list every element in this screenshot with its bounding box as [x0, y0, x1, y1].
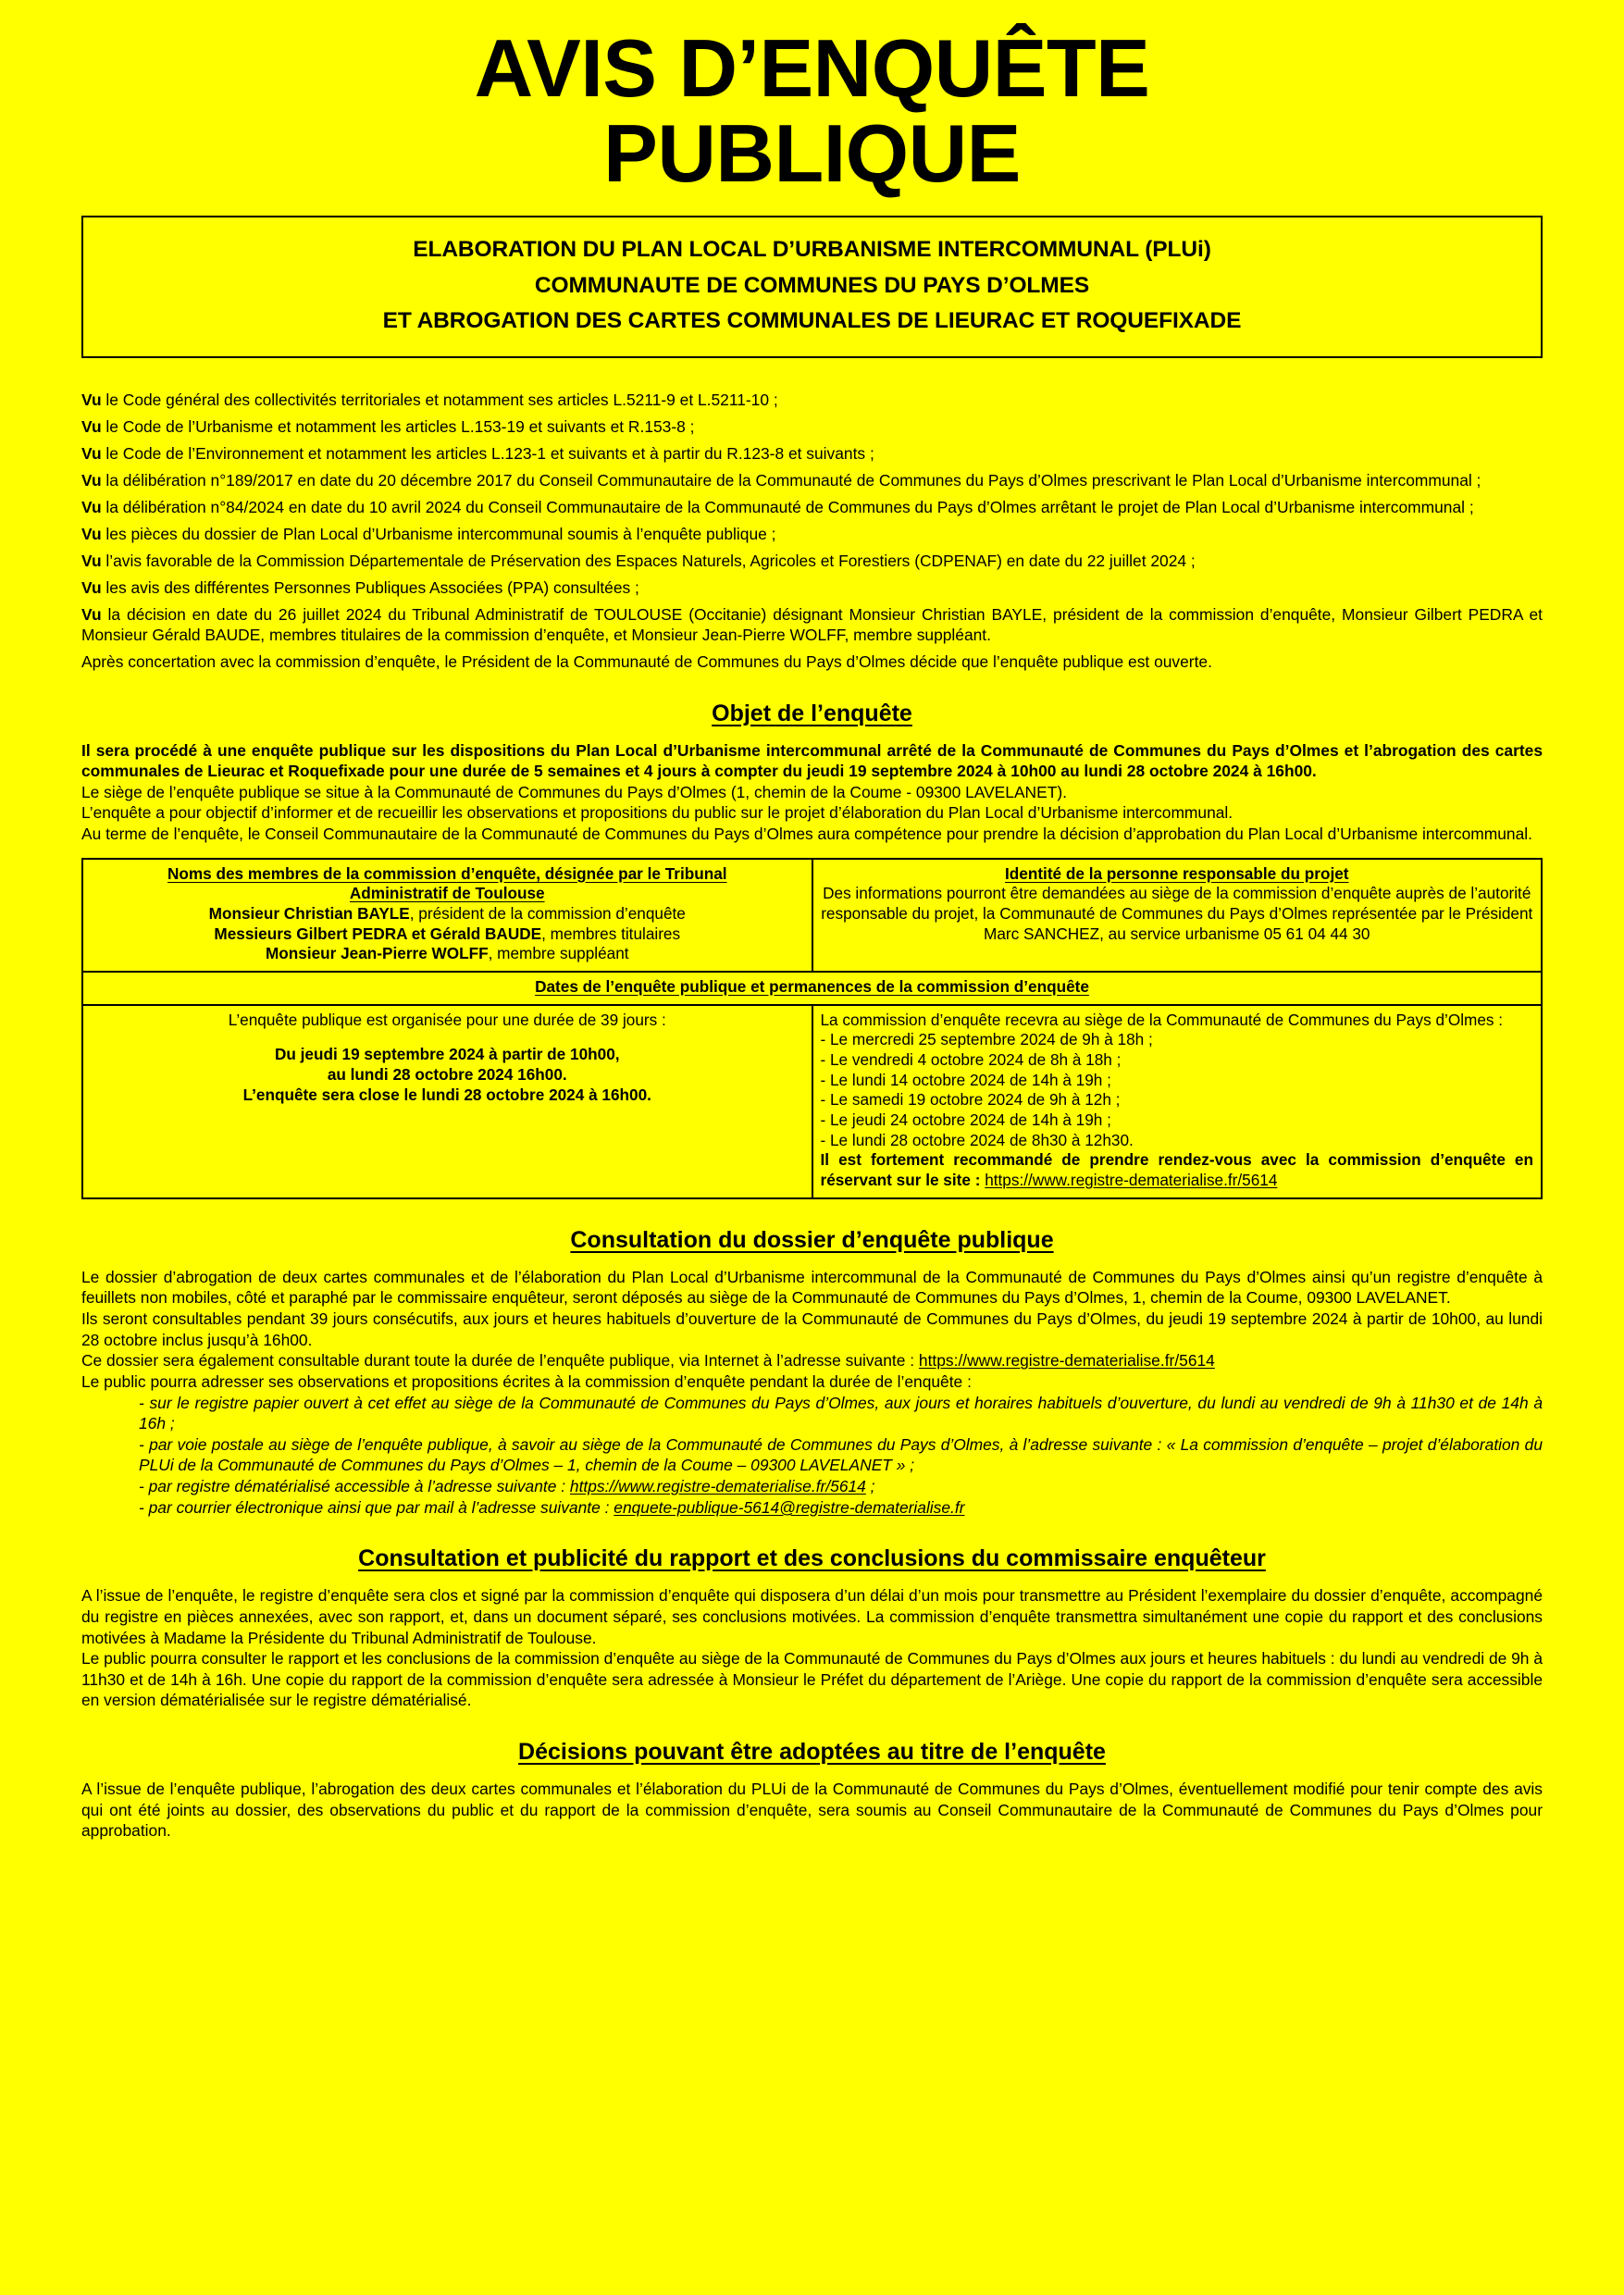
consultation-paragraph-3: Ce dossier sera également consultable durant toute la durée de l’enquête publique, via Internet à l’adresse suivante : https://www.registre-dematerialise.fr/5614: [81, 1351, 1215, 1371]
vu-label: Vu: [81, 443, 102, 463]
objet-paragraph-4: Au terme de l’enquête, le Conseil Communautaire de la Communauté de Communes du Pays d’Olmes aura compétence pour prendre la décision d’approbation du Plan Local d’Urbanisme intercommunal.: [81, 825, 1532, 844]
table-row-dates-header: [82, 972, 1542, 1005]
masthead: [81, 0, 1543, 199]
subtitle-line-3: ET ABROGATION DES CARTES COMMUNALES DE LIEURAC ET ROQUEFIXADE: [382, 308, 1242, 334]
consultation-paragraph-4: Le public pourra adresser ses observations et propositions écrites à la commission d’enquête pendant la durée de l’enquête :: [81, 1371, 972, 1391]
section-heading-objet: Objet de l’enquête: [712, 700, 912, 726]
vu-label: Vu: [81, 390, 102, 409]
vu-label: Vu: [81, 605, 102, 625]
table-cell-enquiry-dates: [82, 1005, 812, 1198]
consultation-paragraph-2: Ils seront consultables pendant 39 jours consécutifs, aux jours et heures habituels d’ouverture de la Communauté de Communes du Pays d’Olmes, du jeudi 19 septembre 2024 à partir de 10h00, au lundi 28 octobre inclus jusqu’à 16h00.: [81, 1309, 1543, 1349]
permanence-5: - Le jeudi 24 octobre 2024 de 14h à 19h ;: [820, 1110, 1111, 1130]
registre-url-link[interactable]: https://www.registre-dematerialise.fr/5614: [569, 1477, 866, 1496]
vu-label: Vu: [81, 497, 102, 516]
dates-bold-line-1: Du jeudi 19 septembre 2024 à partir de 10h00,: [274, 1045, 620, 1064]
permanence-4: - Le samedi 19 octobre 2024 de 9h à 12h ;: [820, 1090, 1121, 1110]
contact-email-link[interactable]: enquete-publique-5614@registre-dematerialise.fr: [614, 1497, 965, 1517]
vu-label: Vu: [81, 525, 102, 543]
section-heading-consultation: Consultation du dossier d’enquête publique: [570, 1226, 1054, 1253]
spacer: [91, 1030, 804, 1045]
rapport-paragraph-1: A l’issue de l’enquête, le registre d’enquête sera clos et signé par la commission d’enquête qui disposera d’un délai d’un mois pour transmettre au Président l’exemplaire du dossier d’enquête, accompagné du registre en pièces annexées, avec son rapport, et, dans un document séparé, ses conclusions motivées. La commission d’enquête transmettra simultanément une copie du rapport et des conclusions motivées à Madame la Présidente du Tribunal Administratif de Toulouse.: [81, 1586, 1543, 1647]
permanence-note: Il est fortement recommandé de prendre rendez-vous avec la commission d’enquête en réservant sur le site : https://www.registre-dematerialise.fr/5614: [820, 1150, 1533, 1190]
consultation-bullet-3: - par registre dématérialisé accessible à l’adresse suivante : https://www.registre-dematerialise.fr/5614 ;: [139, 1477, 875, 1496]
consultation-bullet-1: - sur le registre papier ouvert à cet effet au siège de la Communauté de Communes du Pays d’Olmes, aux jours et horaires habituels d’ouverture, du lundi au vendredi de 9h à 11h30 et de 14h à 16h ;: [139, 1393, 1543, 1433]
members-heading-line-2: Administratif de Toulouse: [349, 884, 545, 903]
table-row-dates: [82, 1005, 1542, 1198]
subtitle-line-2: COMMUNAUTE DE COMMUNES DU PAYS D’OLMES: [534, 272, 1090, 298]
objet-paragraph-1: Il sera procédé à une enquête publique sur les dispositions du Plan Local d’Urbanisme intercommunal arrêté de la Communauté de Communes du Pays d’Olmes et l’abrogation des cartes communales de Lieurac et Roquefixade pour une durée de 5 semaines et 4 jours à compter du jeudi 19 septembre 2024 à 10h00 au lundi 28 octobre 2024 à 16h00.: [81, 740, 1543, 781]
table-row-members: [82, 859, 1542, 972]
permanence-6: - Le lundi 28 octobre 2024 de 8h30 à 12h30.: [820, 1130, 1134, 1149]
vu-item-7: Vu l’avis favorable de la Commission Départementale de Préservation des Espaces Naturels, Agricoles et Forestiers (CDPENAF) en date du 22 juillet 2024 ;: [81, 552, 1196, 571]
decisions-paragraph-1: A l’issue de l’enquête publique, l’abrogation des deux cartes communales et l’élaboration du PLUi de la Communauté de Communes du Pays d’Olmes, éventuellement modifié pour tenir compte des avis qui ont été joints au dossier, des observations du public et du rapport de la commission d’enquête, sera soumis au Conseil Communautaire de la Communauté de Communes du Pays d’Olmes pour approbation.: [81, 1780, 1543, 1841]
members-heading-line-1: Noms des membres de la commission d’enquête, désignée par le Tribunal: [167, 863, 727, 883]
vu-item-8: Vu les avis des différentes Personnes Publiques Associées (PPA) consultées ;: [81, 578, 639, 598]
consultation-bullet-list: [81, 1393, 1543, 1519]
objet-paragraph-3: L’enquête a pour objectif d’informer et de recueillir les observations et propositions du public sur le projet d’élaboration du Plan Local d’Urbanisme intercommunal.: [81, 803, 1233, 823]
page-title-line-2: PUBLIQUE: [603, 106, 1021, 199]
dates-intro: L’enquête publique est organisée pour une durée de 39 jours :: [228, 1010, 666, 1029]
consultation-paragraph-1: Le dossier d’abrogation de deux cartes communales et de l’élaboration du Plan Local d’Urbanisme intercommunal de la Communauté de Communes du Pays d’Olmes ainsi qu’un registre d’enquête à feuillets non mobiles, côté et paraphé par le commissaire enquêteur, seront déposés au siège de la Communauté de Communes du Pays d’Olmes, 1, chemin de la Coume, 09300 LAVELANET.: [81, 1267, 1543, 1308]
subtitle-line-1: ELABORATION DU PLAN LOCAL D’URBANISME INTERCOMMUNAL (PLUi): [413, 237, 1211, 263]
permanence-3: - Le lundi 14 octobre 2024 de 14h à 19h ;: [820, 1070, 1111, 1089]
responsible-heading: Identité de la personne responsable du projet: [1004, 863, 1349, 883]
vu-item-9: Vu la décision en date du 26 juillet 2024 du Tribunal Administratif de TOULOUSE (Occitanie) désignant Monsieur Christian BAYLE, président de la commission d’enquête, Monsieur Gilbert PEDRA et Monsieur Gérald BAUDE, membres titulaires de la commission d’enquête, et Monsieur Jean-Pierre WOLFF, membre suppléant.: [81, 605, 1543, 645]
vu-item-4: Vu la délibération n°189/2017 en date du 20 décembre 2017 du Conseil Communautaire de la Communauté de Communes du Pays d’Olmes prescrivant le Plan Local d’Urbanisme intercommunal ;: [81, 470, 1481, 490]
dates-bold-line-3: L’enquête sera close le lundi 28 octobre 2024 à 16h00.: [242, 1085, 651, 1104]
vu-item-3: Vu le Code de l’Environnement et notamment les articles L.123-1 et suivants et à partir du R.123-8 et suivants ;: [81, 443, 874, 463]
subtitle-box: [81, 216, 1543, 358]
objet-paragraph-2: Le siège de l’enquête publique se situe à la Communauté de Communes du Pays d’Olmes (1, chemin de la Coume - 09300 LAVELANET).: [81, 782, 1067, 801]
legal-considerations-block: [81, 390, 1543, 673]
table-cell-dates-heading: [82, 972, 1542, 1005]
vu-label: Vu: [81, 552, 102, 571]
table-cell-responsible: [812, 859, 1543, 972]
rapport-paragraph-2: Le public pourra consulter le rapport et les conclusions de la commission d’enquête au siège de la Communauté de Communes du Pays d’Olmes aux jours et heures habituels : du lundi au vendredi de 9h à 11h30 et de 14h à 16h. Une copie du rapport de la commission d’enquête sera adressée à Monsieur le Préfet du département de l’Ariège. Une copie du rapport de la commission d’enquête sera accessible en version dématérialisée sur le registre dématérialisé.: [81, 1649, 1543, 1710]
vu-item-2: Vu le Code de l’Urbanisme et notamment les articles L.153-19 et suivants et R.153-8 ;: [81, 416, 695, 436]
registre-url-link[interactable]: https://www.registre-dematerialise.fr/5614: [918, 1351, 1215, 1371]
section-heading-rapport: Consultation et publicité du rapport et des conclusions du commissaire enquêteur: [358, 1545, 1266, 1572]
vu-label: Vu: [81, 416, 102, 436]
member-row-1: Monsieur Christian BAYLE, président de la commission d’enquête: [208, 904, 686, 924]
dates-heading: Dates de l’enquête publique et permanences de la commission d’enquête: [535, 977, 1089, 997]
table-cell-members: [82, 859, 812, 972]
permanence-2: - Le vendredi 4 octobre 2024 de 8h à 18h ;: [820, 1050, 1122, 1070]
vu-label: Vu: [81, 578, 102, 598]
permanence-1: - Le mercredi 25 septembre 2024 de 9h à 18h ;: [820, 1030, 1153, 1049]
page-title: [81, 22, 1543, 199]
vu-label: Vu: [81, 470, 102, 490]
page-title-line-1: AVIS D’ENQUÊTE: [474, 22, 1150, 114]
dates-bold-line-2: au lundi 28 octobre 2024 16h00.: [327, 1065, 567, 1085]
section-heading-decisions: Décisions pouvant être adoptées au titre de l’enquête: [518, 1739, 1106, 1766]
vu-item-5: Vu la délibération n°84/2024 en date du 10 avril 2024 du Conseil Communautaire de la Communauté de Communes du Pays d’Olmes arrêtant le projet de Plan Local d’Urbanisme intercommunal ;: [81, 497, 1474, 516]
vu-item-1: Vu le Code général des collectivités territoriales et notamment ses articles L.5211-9 et L.5211-10 ;: [81, 390, 778, 409]
registre-url-link[interactable]: https://www.registre-dematerialise.fr/5614: [985, 1171, 1278, 1190]
vu-closing: Après concertation avec la commission d’enquête, le Président de la Communauté de Communes du Pays d’Olmes décide que l’enquête publique est ouverte.: [81, 652, 1212, 672]
commission-info-table: [81, 858, 1543, 1199]
member-row-3: Monsieur Jean-Pierre WOLFF, membre suppléant: [265, 944, 629, 963]
permanence-intro: La commission d’enquête recevra au siège de la Communauté de Communes du Pays d’Olmes :: [820, 1010, 1504, 1029]
vu-item-6: Vu les pièces du dossier de Plan Local d’Urbanisme intercommunal soumis à l’enquête publique ;: [81, 525, 776, 543]
table-cell-permanences: [812, 1005, 1543, 1198]
responsible-body: Des informations pourront être demandées au siège de la commission d’enquête auprès de l’autorité responsable du projet, la Communauté de Communes du Pays d’Olmes représentée par le Président Marc SANCHEZ, au service urbanisme 05 61 04 44 30: [821, 884, 1533, 943]
consultation-bullet-4: - par courrier électronique ainsi que par mail à l’adresse suivante : enquete-publique-5614@registre-dematerialise.fr: [139, 1497, 965, 1517]
member-row-2: Messieurs Gilbert PEDRA et Gérald BAUDE, membres titulaires: [214, 924, 681, 943]
consultation-bullet-2: - par voie postale au siège de l’enquête publique, à savoir au siège de la Communauté de Communes du Pays d’Olmes, à l’adresse suivante : « La commission d’enquête – projet d’élaboration du PLUi de la Communauté de Communes du Pays d’Olmes – 1, chemin de la Coume – 09300 LAVELANET » ;: [139, 1434, 1543, 1475]
